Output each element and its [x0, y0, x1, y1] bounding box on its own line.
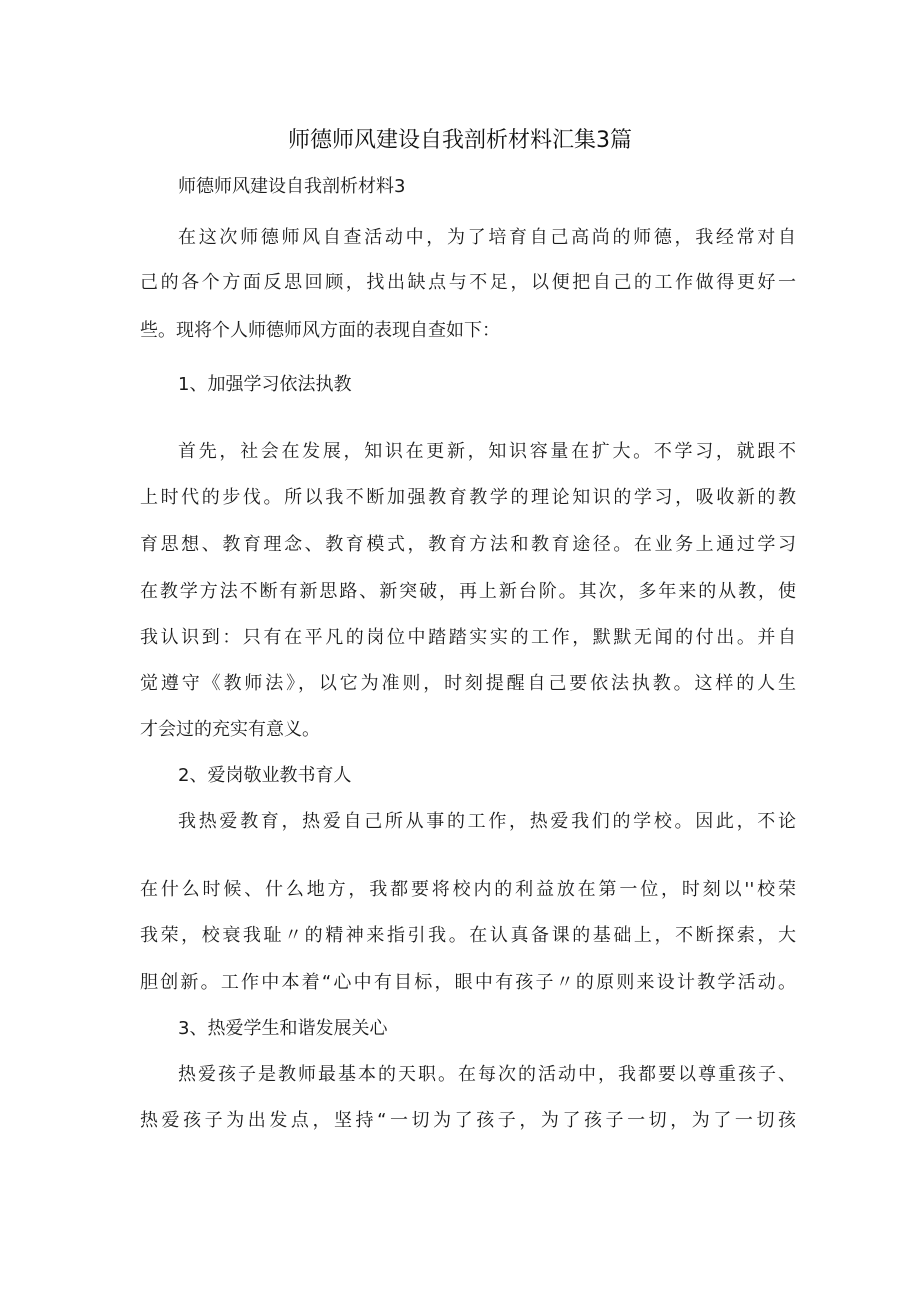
paragraph-line: 育思想、教育理念、教育模式，教育方法和教育途径。在业务上通过学习 [140, 534, 796, 555]
paragraph-line: 些。现将个人师德师风方面的表现自查如下： [140, 320, 500, 341]
paragraph-line: 我荣，校衰我耻〃的精神来指引我。在认真备课的基础上，不断探索，大 [140, 925, 796, 946]
paragraph-line: 我认识到：只有在平凡的岗位中踏踏实实的工作，默默无闻的付出。并自 [140, 627, 796, 648]
document-title: 师德师风建设自我剖析材料汇集3篇 [288, 128, 632, 153]
section-heading: 1、加强学习依法执教 [178, 374, 352, 395]
paragraph-line: 胆创新。工作中本着“心中有目标，眼中有孩子〃的原则来设计教学活动。 [140, 972, 796, 993]
paragraph-line: 在这次师德师风自查活动中，为了培育自己高尚的师德，我经常对自 [178, 227, 796, 248]
paragraph-line: 己的各个方面反思回顾，找出缺点与不足，以便把自己的工作做得更好一 [140, 272, 796, 293]
paragraph-line: 首先，社会在发展，知识在更新，知识容量在扩大。不学习，就跟不 [178, 441, 796, 462]
paragraph-line: 上时代的步伐。所以我不断加强教育教学的理论知识的学习，吸收新的教 [140, 487, 796, 508]
section-heading: 3、热爱学生和谐发展关心 [178, 1018, 388, 1039]
paragraph-line: 热爱孩子为出发点，坚持“一切为了孩子，为了孩子一切，为了一切孩 [140, 1110, 796, 1131]
paragraph-line: 我热爱教育，热爱自己所从事的工作，热爱我们的学校。因此，不论 [178, 811, 796, 832]
paragraph-line: 在教学方法不断有新思路、新突破，再上新台阶。其次，多年来的从教，使 [140, 581, 796, 602]
paragraph-line: 在什么时候、什么地方，我都要将校内的利益放在第一位，时刻以''校荣 [140, 879, 796, 900]
document-subtitle: 师德师风建设自我剖析材料3 [178, 176, 406, 197]
paragraph-line: 觉遵守《教师法》，以它为准则，时刻提醒自己要依法执教。这样的人生 [140, 673, 796, 694]
paragraph-line: 热爱孩子是教师最基本的天职。在每次的活动中，我都要以尊重孩子、 [178, 1064, 796, 1085]
section-heading: 2、爱岗敬业教书育人 [178, 765, 352, 786]
paragraph-line: 才会过的充实有意义。 [140, 719, 320, 740]
